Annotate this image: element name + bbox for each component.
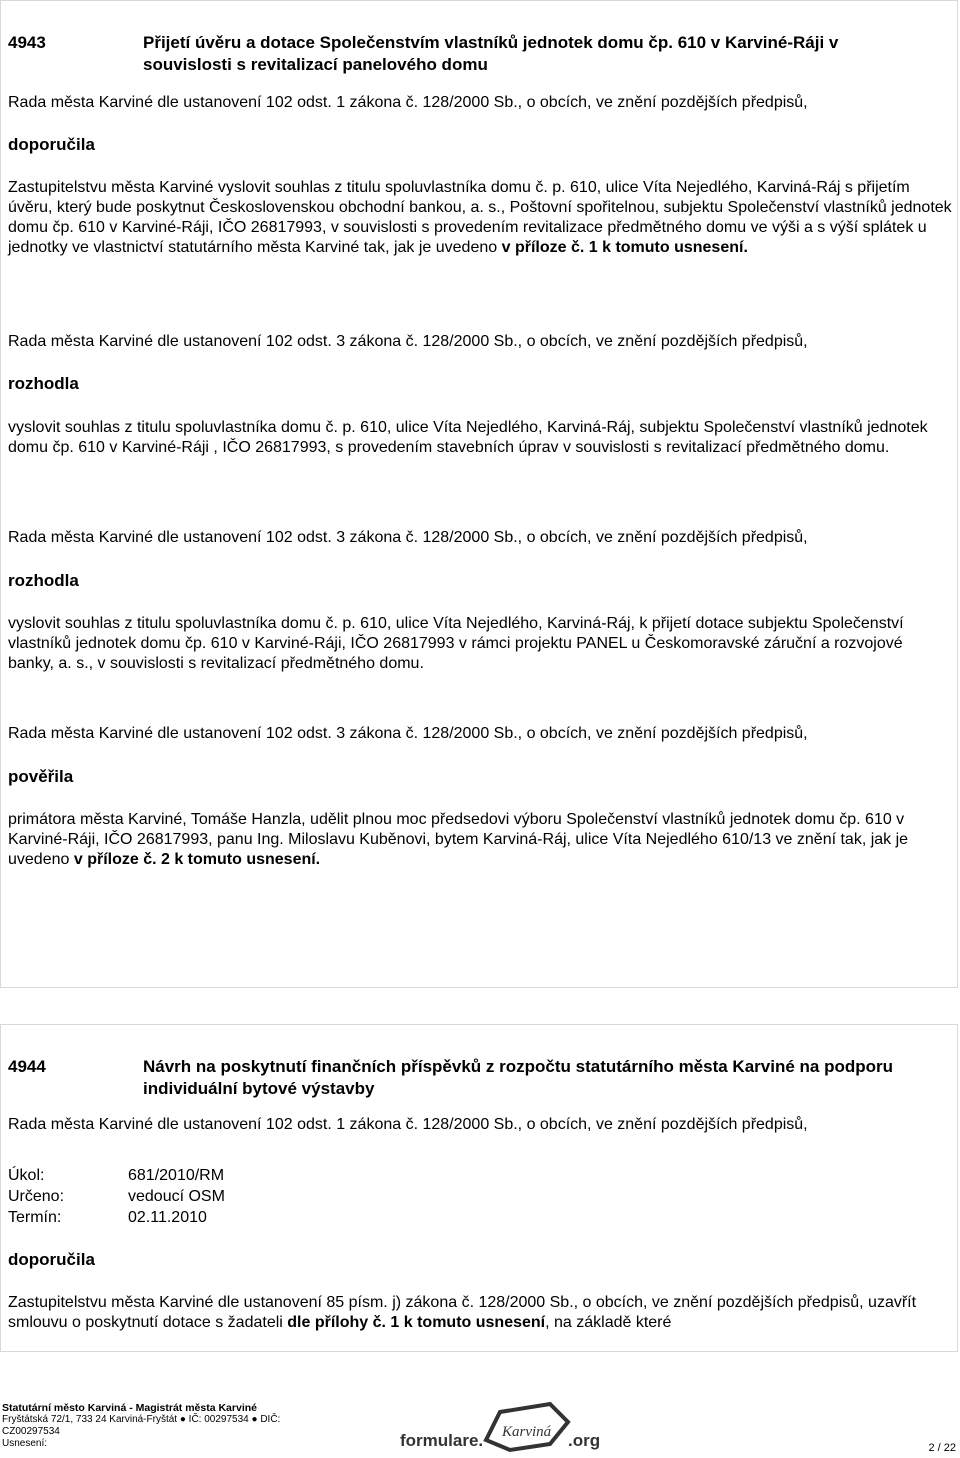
footer-organization: Statutární město Karviná - Magistrát města Karviné: [2, 1402, 257, 1414]
resolution-text: [8, 178, 953, 258]
resolution-text: vyslovit souhlas z titulu spoluvlastníka domu č. p. 610, ulice Víta Nejedlého, Karviná-Ráj, subjektu Společenství vlastníků jednotek domu čp. 610 v Karviné-Ráji , IČO 26817993, s provedením stavebních úprav v souvislosti s revitalizací předmětného domu.: [8, 419, 928, 456]
logo-text-mid: Karviná: [502, 1424, 552, 1440]
intro-paragraph: Rada města Karviné dle ustanovení 102 odst. 3 zákona č. 128/2000 Sb., o obcích, ve znění pozdějších předpisů,: [8, 529, 808, 546]
assigned-value: vedoucí OSM: [128, 1188, 225, 1205]
verb-heading: doporučila: [8, 135, 95, 154]
intro-paragraph: Rada města Karviné dle ustanovení 102 odst. 1 zákona č. 128/2000 Sb., o obcích, ve znění pozdějších předpisů,: [8, 94, 808, 111]
deadline-value: 02.11.2010: [128, 1209, 207, 1226]
resolution-text-part: , na základě které: [545, 1314, 672, 1331]
footer-address: Fryštátská 72/1, 733 24 Karviná-Fryštát ● IČ: 00297534 ● DIČ: CZ00297534: [2, 1414, 281, 1437]
attachment-reference: dle přílohy č. 1 k tomuto usnesení: [287, 1314, 546, 1331]
intro-paragraph: Rada města Karviné dle ustanovení 102 odst. 3 zákona č. 128/2000 Sb., o obcích, ve znění pozdějších předpisů,: [8, 725, 808, 742]
deadline-label: Termín:: [8, 1209, 62, 1226]
verb-heading: rozhodla: [8, 374, 79, 393]
attachment-reference: v příloze č. 1 k tomuto usnesení.: [501, 239, 748, 256]
verb-heading: rozhodla: [8, 571, 79, 590]
item-number: 4943: [8, 33, 46, 52]
assigned-label: Určeno:: [8, 1188, 65, 1205]
resolution-text-part: primátora města Karviné, Tomáše Hanzla, udělit plnou moc předsedovi výboru Společenství vlastníků jednotek domu čp. 610 v Karviné-Ráji, IČO 26817993, panu Ing. Miloslavu Kuběnovi, bytem Karviná-Ráj, ulice Víta Nejedlého 610/13 ve znění tak, jak je uvedeno: [8, 811, 909, 868]
task-info: [8, 1165, 225, 1228]
attachment-reference: v příloze č. 2 k tomuto usnesení.: [73, 851, 321, 868]
resolution-text: vyslovit souhlas z titulu spoluvlastníka domu č. p. 610, ulice Víta Nejedlého, Karviná-Ráj, k přijetí dotace subjektu Společenství vlastníků jednotek domu čp. 610 v Karviné-Ráji, IČO 26817993 v rámci projektu PANEL u Českomoravské záruční a rozvojové banky, a. s., v souvislosti s revitalizací předmětného domu.: [8, 615, 904, 672]
item-number: 4944: [8, 1057, 46, 1076]
footer-label: Usnesení:: [2, 1438, 48, 1449]
intro-paragraph: Rada města Karviné dle ustanovení 102 odst. 3 zákona č. 128/2000 Sb., o obcích, ve znění pozdějších předpisů,: [8, 333, 808, 350]
resolution-text-part: Zastupitelstvu města Karviné dle ustanovení 85 písm. j) zákona č. 128/2000 Sb., o obcích, ve znění pozdějších předpisů, uzavřít smlouvu o poskytnutí dotace s žadateli: [8, 1294, 917, 1331]
item-title: Přijetí úvěru a dotace Společenstvím vlastníků jednotek domu čp. 610 v Karviné-Ráji v souvislosti s revitalizací panelového domu: [143, 33, 839, 74]
formulare-logo: [400, 1400, 610, 1458]
resolution-text: [8, 810, 953, 870]
intro-paragraph: Rada města Karviné dle ustanovení 102 odst. 1 zákona č. 128/2000 Sb., o obcích, ve znění pozdějších předpisů,: [8, 1116, 808, 1133]
verb-heading: doporučila: [8, 1250, 95, 1269]
task-label: Úkol:: [8, 1167, 45, 1184]
resolution-text-part: Zastupitelstvu města Karviné vyslovit souhlas z titulu spoluvlastníka domu č. p. 610, ulice Víta Nejedlého, Karviná-Ráj s přijetím úvěru, který bude poskytnut Československou obchodní bankou, a. s., Poštovní spořitelnou, subjektu Společenství vlastníků jednotek domu čp. 610 v Karviné-Ráji, IČO 26817993, v souvislosti s provedením revitalizace předmětného domu ve výši a s výší splátek u jednotky ve vlastnictví statutárního města Karviné tak, jak je uvedeno: [8, 179, 952, 256]
resolution-text: [8, 1293, 953, 1333]
task-value: 681/2010/RM: [128, 1167, 225, 1184]
page-number: 2 / 22: [928, 1442, 956, 1454]
verb-heading: pověřila: [8, 767, 74, 786]
item-title: Návrh na poskytnutí finančních příspěvků z rozpočtu statutárního města Karviné na podporu individuální bytové výstavby: [143, 1057, 894, 1098]
logo-text-right: .org: [568, 1431, 601, 1450]
logo-text-left: formulare.: [400, 1431, 484, 1450]
page-footer: [2, 1402, 332, 1450]
